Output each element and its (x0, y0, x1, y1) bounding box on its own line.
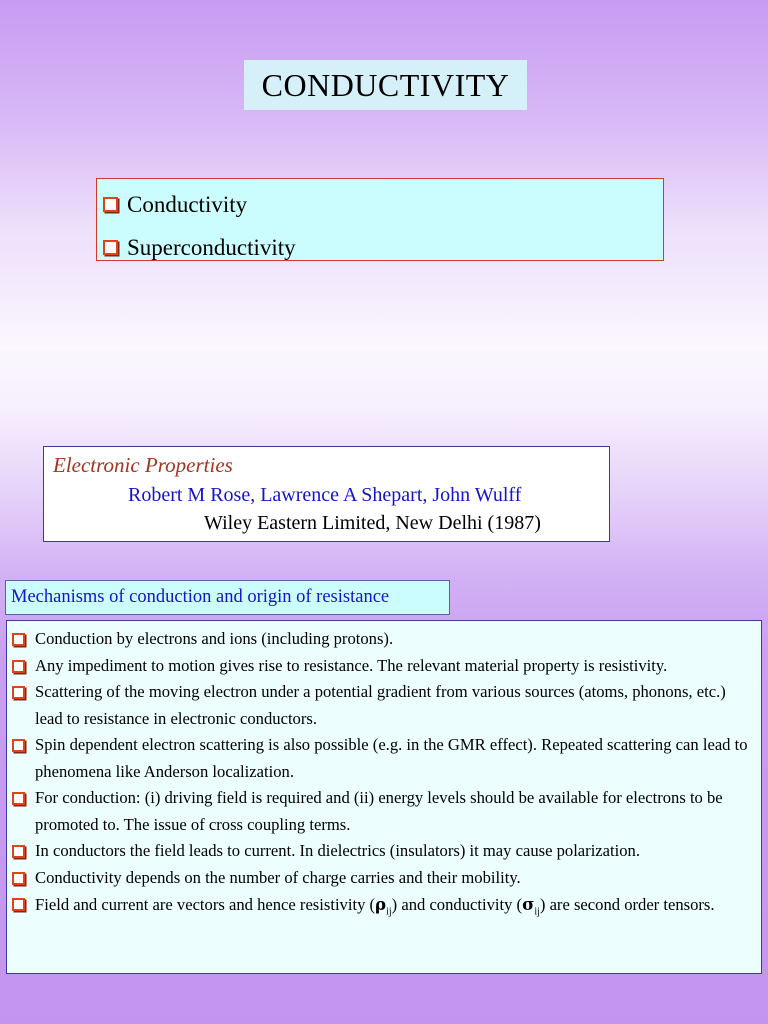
list-item (12, 865, 755, 892)
hollow-square-bullet-icon (12, 686, 25, 699)
list-item (12, 838, 755, 865)
list-item-text: In conductors the field leads to current. In dielectrics (insulators) it may cause polarization. (35, 841, 640, 860)
rho-subscript: ij (386, 906, 392, 918)
hollow-square-bullet-icon (12, 633, 25, 646)
hollow-square-bullet-icon (12, 739, 25, 752)
sigma-symbol: σ (522, 894, 535, 914)
hollow-square-bullet-icon (12, 660, 25, 673)
topic-item-superconductivity (103, 226, 663, 269)
text-part: Field and current are vectors and hence resistivity ( (35, 895, 376, 914)
hollow-square-bullet-icon (12, 872, 25, 885)
topic-label: Superconductivity (127, 234, 296, 260)
list-item (12, 626, 755, 653)
list-item-text: Any impediment to motion gives rise to resistance. The relevant material property is resistivity. (35, 655, 668, 675)
hollow-square-bullet-icon (103, 197, 118, 212)
hollow-square-bullet-icon (12, 898, 25, 911)
topic-label: Conductivity (127, 191, 248, 217)
reference-box (43, 446, 610, 542)
list-item (12, 653, 755, 680)
list-item-text: Conductivity depends on the number of charge carries and their mobility. (35, 867, 521, 887)
list-item (12, 679, 755, 732)
list-item (12, 891, 755, 926)
section-heading: Mechanisms of conduction and origin of resistance (5, 580, 450, 615)
list-item-text: Spin dependent electron scattering is also possible (e.g. in the GMR effect). Repeated scattering can lead to phenomena like Anderson localization. (35, 735, 748, 781)
list-item (12, 785, 755, 838)
list-item-text (35, 891, 755, 926)
topic-item-conductivity (103, 183, 663, 226)
hollow-square-bullet-icon (12, 845, 25, 858)
list-item-text: For conduction: (i) driving field is required and (ii) energy levels should be available for electrons to be promoted to. The issue of cross coupling terms. (35, 788, 723, 834)
bullet-list (6, 620, 762, 974)
list-item-text: Scattering of the moving electron under a potential gradient from various sources (atoms, phonons, etc.) lead to resistance in electronic conductors. (35, 682, 726, 728)
text-part: ) and conductivity ( (391, 895, 523, 914)
reference-title: Electronic Properties (53, 453, 233, 477)
list-item-text: Conduction by electrons and ions (including protons). (35, 629, 394, 648)
page-title: CONDUCTIVITY (244, 60, 527, 110)
text-part: ) are second order tensors. (539, 895, 715, 914)
list-item (12, 732, 755, 785)
reference-publisher: Wiley Eastern Limited, New Delhi (1987) (204, 512, 541, 534)
reference-authors: Robert M Rose, Lawrence A Shepart, John Wulff (128, 484, 522, 506)
hollow-square-bullet-icon (12, 792, 25, 805)
topics-list (96, 178, 664, 261)
hollow-square-bullet-icon (103, 240, 118, 255)
sigma-subscript: ij (534, 906, 540, 918)
rho-symbol: ρ (375, 894, 387, 914)
